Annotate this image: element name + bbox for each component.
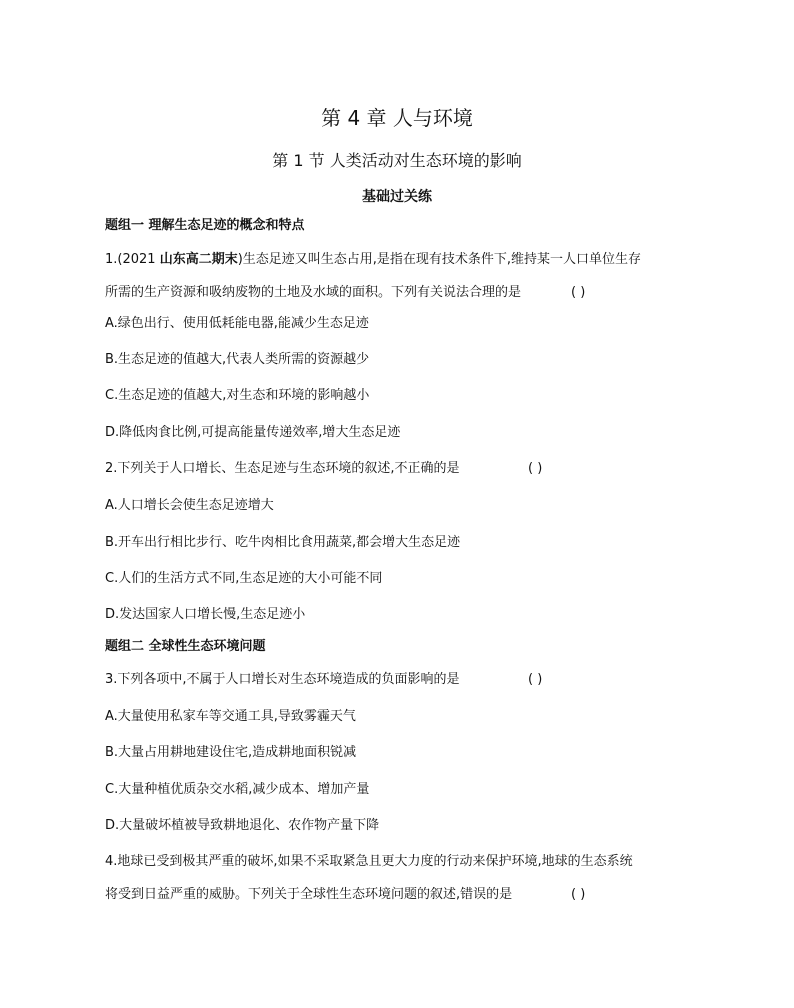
answer-blank: ( ) bbox=[571, 285, 586, 300]
answer-option: B.开车出行相比步行、吃牛肉相比食用蔬菜,都会增大生态足迹 bbox=[105, 535, 461, 550]
question-stem: 3.下列各项中,不属于人口增长对生态环境造成的负面影响的是 bbox=[105, 672, 460, 687]
question-group-heading: 题组二 全球性生态环境问题 bbox=[105, 639, 266, 654]
question-stem: 2.下列关于人口增长、生态足迹与生态环境的叙述,不正确的是 bbox=[105, 461, 460, 476]
answer-option: A.绿色出行、使用低耗能电器,能减少生态足迹 bbox=[105, 316, 369, 331]
question-stem-line: 将受到日益严重的威胁。下列关于全球性生态环境问题的叙述,错误的是 bbox=[105, 887, 513, 902]
question-stem-line: 所需的生产资源和吸纳废物的土地及水域的面积。下列有关说法合理的是 bbox=[105, 285, 522, 300]
chapter-title: 第 4 章 人与环境 bbox=[321, 106, 473, 130]
question-stem: 4.地球已受到极其严重的破坏,如果不采取紧急且更大力度的行动来保护环境,地球的生态系统 bbox=[105, 854, 633, 869]
question-source: 山东高二期末 bbox=[159, 252, 238, 267]
answer-option: A.人口增长会使生态足迹增大 bbox=[105, 498, 274, 513]
question-stem-text: )生态足迹又叫生态占用,是指在现有技术条件下,维持某一人口单位生存 bbox=[237, 252, 642, 267]
answer-blank: ( ) bbox=[528, 461, 543, 476]
question-stem bbox=[105, 251, 641, 269]
section-title: 第 1 节 人类活动对生态环境的影响 bbox=[272, 151, 522, 170]
answer-option: A.大量使用私家车等交通工具,导致雾霾天气 bbox=[105, 709, 356, 724]
answer-blank: ( ) bbox=[571, 887, 586, 902]
answer-option: B.大量占用耕地建设住宅,造成耕地面积锐减 bbox=[105, 745, 357, 760]
answer-option: C.大量种植优质杂交水稻,减少成本、增加产量 bbox=[105, 782, 370, 797]
question-number: 1.(2021 bbox=[105, 252, 160, 267]
answer-blank: ( ) bbox=[528, 672, 543, 687]
answer-option: D.发达国家人口增长慢,生态足迹小 bbox=[105, 607, 306, 622]
answer-option: D.大量破坏植被导致耕地退化、农作物产量下降 bbox=[105, 818, 380, 833]
exercise-subtitle: 基础过关练 bbox=[362, 189, 432, 205]
question-group-heading: 题组一 理解生态足迹的概念和特点 bbox=[105, 218, 305, 233]
answer-option: C.人们的生活方式不同,生态足迹的大小可能不同 bbox=[105, 571, 383, 586]
answer-option: B.生态足迹的值越大,代表人类所需的资源越少 bbox=[105, 352, 370, 367]
answer-option: C.生态足迹的值越大,对生态和环境的影响越小 bbox=[105, 388, 370, 403]
answer-option: D.降低肉食比例,可提高能量传递效率,增大生态足迹 bbox=[105, 425, 401, 440]
